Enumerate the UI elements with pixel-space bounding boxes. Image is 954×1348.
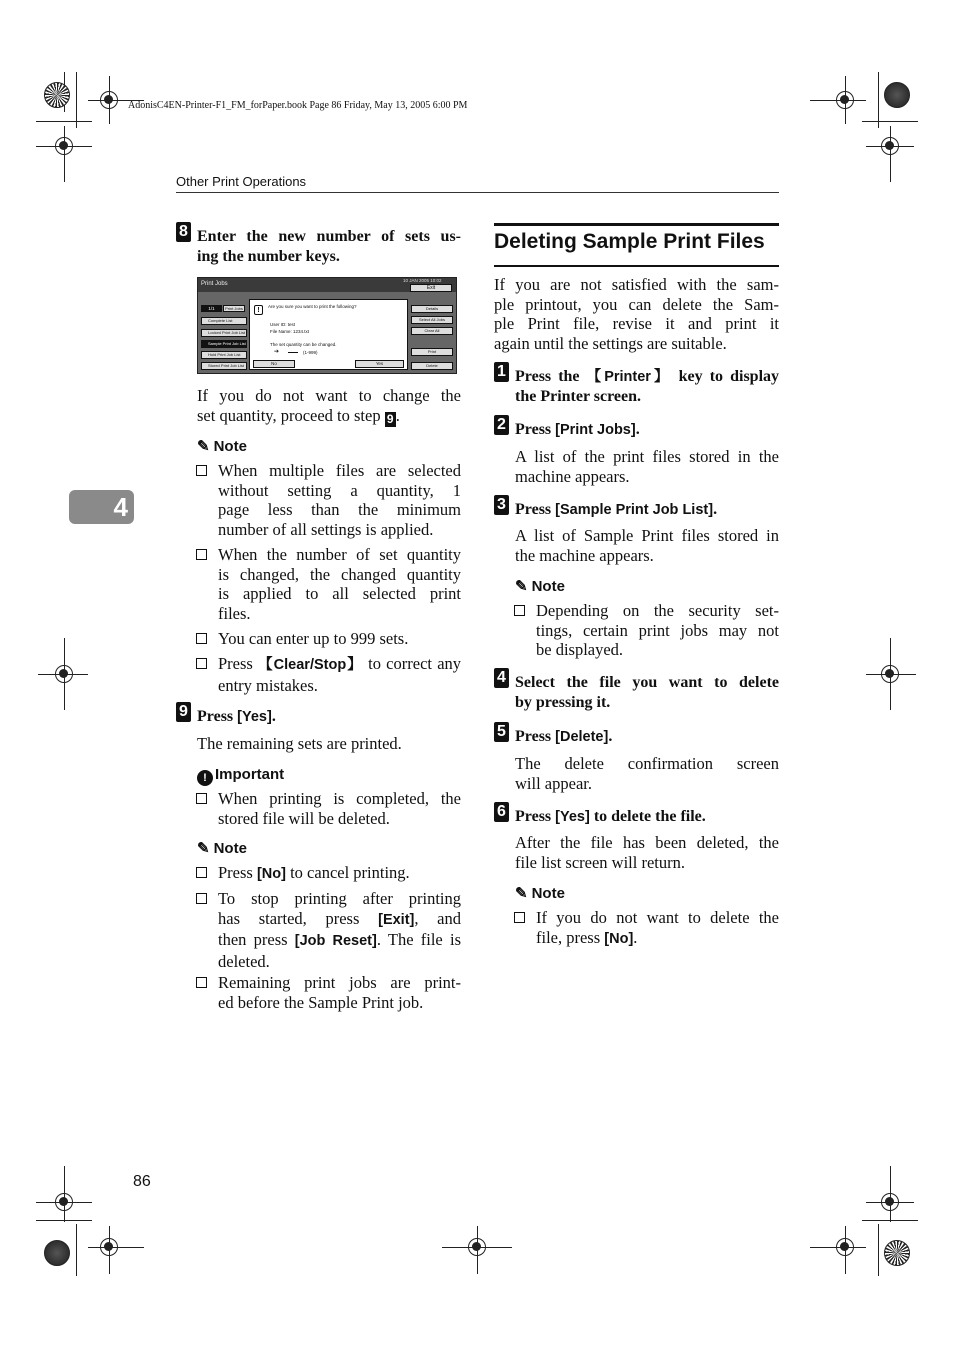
para-line: A list of the print files stored in the [515,447,779,466]
note-line: When multiple files are selected [218,461,461,480]
key-print-jobs: [Print Jobs] [555,422,636,438]
note-line: files. [218,603,251,623]
pencil-icon: ✎ [515,885,528,902]
registration-target [881,1193,899,1211]
note-heading-text: Note [531,578,565,595]
right-button-print[interactable] [411,348,453,356]
note-text: then press [218,930,288,949]
step-4-text [515,673,779,713]
note-line: deleted. [218,951,270,971]
important-heading [197,766,284,786]
step-1-text [515,367,779,407]
step-8-paragraph [197,386,461,427]
para-line: If you are not satisfied with the sam- [494,275,779,294]
step-number: 4 [494,668,509,688]
checkbox-bullet-icon [514,605,525,616]
note-line: entry mistakes. [218,675,318,695]
step-number: 9 [176,702,191,722]
side-item-label: Sample Print Job List [208,341,246,346]
key-no: [No] [256,866,286,882]
step-text: Press [515,728,552,745]
registration-target [55,665,73,683]
para-line: The delete confirmation screen [515,754,779,773]
step-text: . [713,501,718,518]
step-6-text [515,807,706,827]
step-line: Select the file you want to delete [515,674,779,691]
side-item-sample[interactable] [201,340,247,348]
note-line: page less than the minimum [218,500,461,519]
right-button-label: Print [427,349,437,354]
registration-target [55,137,73,155]
note-heading [515,578,565,596]
right-button-label: Delete [426,363,438,368]
note-line: ed before the Sample Print job. [218,992,424,1012]
key-yes: [Yes] [555,809,590,825]
note-text: , and [414,908,462,928]
side-item-complete-list[interactable] [201,317,247,325]
note-line: tings, certain print jobs may not [536,620,779,640]
note-heading-text: Note [213,438,247,455]
checkbox-bullet-icon [196,465,207,476]
checkbox-bullet-icon [196,549,207,560]
page-number: 86 [133,1173,151,1190]
note-item [218,629,461,649]
note-line: If you do not want to delete the [536,908,779,927]
checkbox-bullet-icon [196,633,207,644]
para-line: the machine appears. [515,545,654,565]
note-item [218,863,461,885]
dialog-range: (1-999) [303,350,318,355]
section-bottom-rule [494,265,779,267]
note-item [218,973,461,1012]
step-number: 3 [494,495,509,515]
step-text: Press [197,708,234,725]
step-text: . [635,421,640,438]
step-text: Press the [515,368,580,385]
step-3-paragraph [515,526,779,565]
side-item-label: Hold Print Job List [208,352,241,357]
note-line: stored file will be deleted. [218,808,390,828]
step-ref-number: 9 [386,411,394,426]
key-no: [No] [604,930,634,947]
important-heading-text: Important [215,766,285,783]
note-line [218,909,461,931]
registration-target [881,665,899,683]
registration-rosette [884,82,910,108]
registration-target [836,1238,854,1256]
para-text: set quantity, proceed to step [197,405,381,425]
registration-target [100,1238,118,1256]
pencil-icon: ✎ [515,578,528,595]
checkbox-bullet-icon [196,867,207,878]
step-text: . [608,728,613,745]
step-line: the Printer screen. [515,388,642,405]
note-line: Depending on the security set- [536,601,779,620]
step-number: 6 [494,802,509,822]
key-job-reset: [Job Reset] [294,933,377,949]
chapter-number: 4 [113,492,128,522]
step-6-paragraph [515,833,779,872]
registration-target [836,91,854,109]
exit-button[interactable] [410,284,452,292]
para-line: A list of Sample Print files stored in [515,526,779,545]
para-line: After the file has been deleted, the [515,833,779,852]
intro-paragraph [494,275,779,353]
confirm-dialog [249,299,408,370]
key-exit: [Exit] [378,911,415,928]
key-yes: [Yes] [237,709,272,725]
note-line [218,654,461,676]
note-text: has started, press [218,908,360,928]
side-item-label: Stored Print Job List [208,363,245,368]
note-text: file, press [536,927,601,947]
note-item [218,654,461,695]
checkbox-bullet-icon [196,893,207,904]
key-clear-stop: 【Clear/Stop】 [258,657,363,673]
para-line: again until the settings are suitable. [494,333,727,353]
tab-print-jobs[interactable] [223,305,245,312]
step-line: Enter the new number of sets us- [197,228,461,245]
note-line: be displayed. [536,640,624,659]
registration-rosette [44,82,70,108]
no-label: No [271,361,277,366]
right-button-label: Details [425,306,439,311]
right-button-label: Clear All [424,328,440,333]
note-line: You can enter up to 999 sets. [218,629,409,648]
note-line: number of all settings is applied. [218,519,434,539]
chapter-tab [69,490,134,524]
tab-page-label: 1/1 [208,306,215,311]
step-3-text [515,500,717,520]
step-9-text [197,707,276,727]
note-item [536,908,779,949]
registration-rosette [884,1240,910,1266]
para-line: ple printout, you can delete the Sam- [494,294,779,314]
para-line: ple Print file, revise it and print it [494,314,779,333]
yes-label: Yes [375,361,384,366]
para-line: file list screen will return. [515,852,685,872]
step-9-paragraph: The remaining sets are printed. [197,734,402,753]
step-5-paragraph [515,754,779,793]
para-line: If you do not want to change the [197,386,461,405]
pencil-icon: ✎ [197,438,210,455]
note-line: is applied to all selected print [218,584,461,603]
dialog-question: Are you sure you want to print the following? [268,304,357,309]
note-heading [197,438,247,456]
side-item-locked[interactable] [201,329,247,337]
right-button-details[interactable] [411,305,453,313]
note-line: When the number of set quantity [218,545,461,564]
note-text: . The file is [376,930,461,949]
note-line [536,928,779,950]
note-line: without setting a quantity, 1 [218,480,461,500]
key-sample-print-job-list: [Sample Print Job List] [555,502,714,518]
checkbox-bullet-icon [514,912,525,923]
key-delete: [Delete] [555,729,609,745]
dialog-file: File Name: 1234.txt [270,329,310,334]
note-heading [197,840,247,858]
key-printer: 【Printer】 [586,369,672,385]
no-button[interactable] [253,360,295,368]
step-line [515,367,779,387]
arrow-icon: ➔ [274,349,280,355]
side-item-hold[interactable] [201,351,247,359]
registration-rosette [44,1240,70,1266]
step-line: by pressing it. [515,694,611,711]
note-heading-text: Note [213,840,247,857]
step-ref [385,412,396,427]
registration-target [468,1238,486,1256]
step-text: to delete the file. [593,808,706,825]
section-title: Other Print Operations [176,174,307,189]
section-heading: Deleting Sample Print Files [494,230,765,253]
important-item [218,789,461,828]
step-8-text [197,227,461,267]
para-line: will appear. [515,773,592,793]
checkbox-bullet-icon [196,793,207,804]
control-panel-screen [197,277,457,374]
registration-target [881,137,899,155]
note-text: to cancel printing. [290,863,410,882]
dialog-change: The set quantity can be changed. [270,342,337,347]
right-button-label: Select All Jobs [418,317,445,322]
para-line: set quantity, proceed to step 9 . [197,405,400,426]
note-line [218,930,461,952]
right-button-delete[interactable] [411,362,453,370]
checkbox-bullet-icon [196,658,207,669]
registration-target [100,91,118,109]
step-text: key to display [678,368,780,385]
warning-icon: ! [254,305,263,315]
dialog-user: User ID: test [270,322,296,327]
section-top-rule [494,223,779,226]
yes-button[interactable] [355,360,404,368]
step-text: Press [515,501,552,518]
checkbox-bullet-icon [196,977,207,988]
note-text: Press [218,654,253,673]
note-item [218,461,461,539]
side-item-label: Complete List [208,318,233,323]
file-info: AdonisC4EN-Printer-F1_FM_forPaper.book Page 86 Friday, May 13, 2005 6:00 PM [128,100,468,111]
step-number: 1 [494,362,509,382]
step-number: 2 [494,415,509,435]
step-line: ing the number keys. [197,248,340,265]
note-line: is changed, the changed quantity [218,564,461,584]
note-item [536,601,779,660]
step-text: . [271,708,276,725]
step-text: Press [515,808,552,825]
note-heading [515,885,565,903]
note-line: Remaining print jobs are print- [218,973,461,992]
note-item [218,889,461,971]
note-text: . [633,927,638,947]
side-item-stored[interactable] [201,362,247,370]
quantity-field[interactable] [288,352,298,353]
header-rule [176,192,779,193]
step-number: 5 [494,722,509,742]
note-line [218,863,461,885]
side-item-label: Locked Print Job List [208,330,246,335]
exit-label: Exit [426,285,436,291]
step-2-text [515,420,640,440]
screen-clock: 10 JAN 2005 10:02 [403,278,442,283]
note-item [218,545,461,623]
note-heading-text: Note [531,885,565,902]
important-icon: ! [197,770,213,786]
screen-title: Print Jobs [201,281,228,287]
step-5-text [515,727,612,747]
right-button-select-all[interactable] [411,316,453,324]
step-2-paragraph [515,447,779,486]
para-line: machine appears. [515,466,630,486]
right-button-clear-all[interactable] [411,327,453,335]
step-number: 8 [176,222,191,242]
step-text: Press [515,421,552,438]
note-text: Press [218,863,253,882]
note-text: to correct any [368,654,462,673]
pencil-icon: ✎ [197,840,210,857]
tab-print-jobs-label: Print Jobs [225,306,243,311]
note-line: When printing is completed, the [218,789,461,808]
tab-page[interactable] [201,305,222,312]
registration-target [55,1193,73,1211]
note-line: To stop printing after printing [218,889,461,908]
